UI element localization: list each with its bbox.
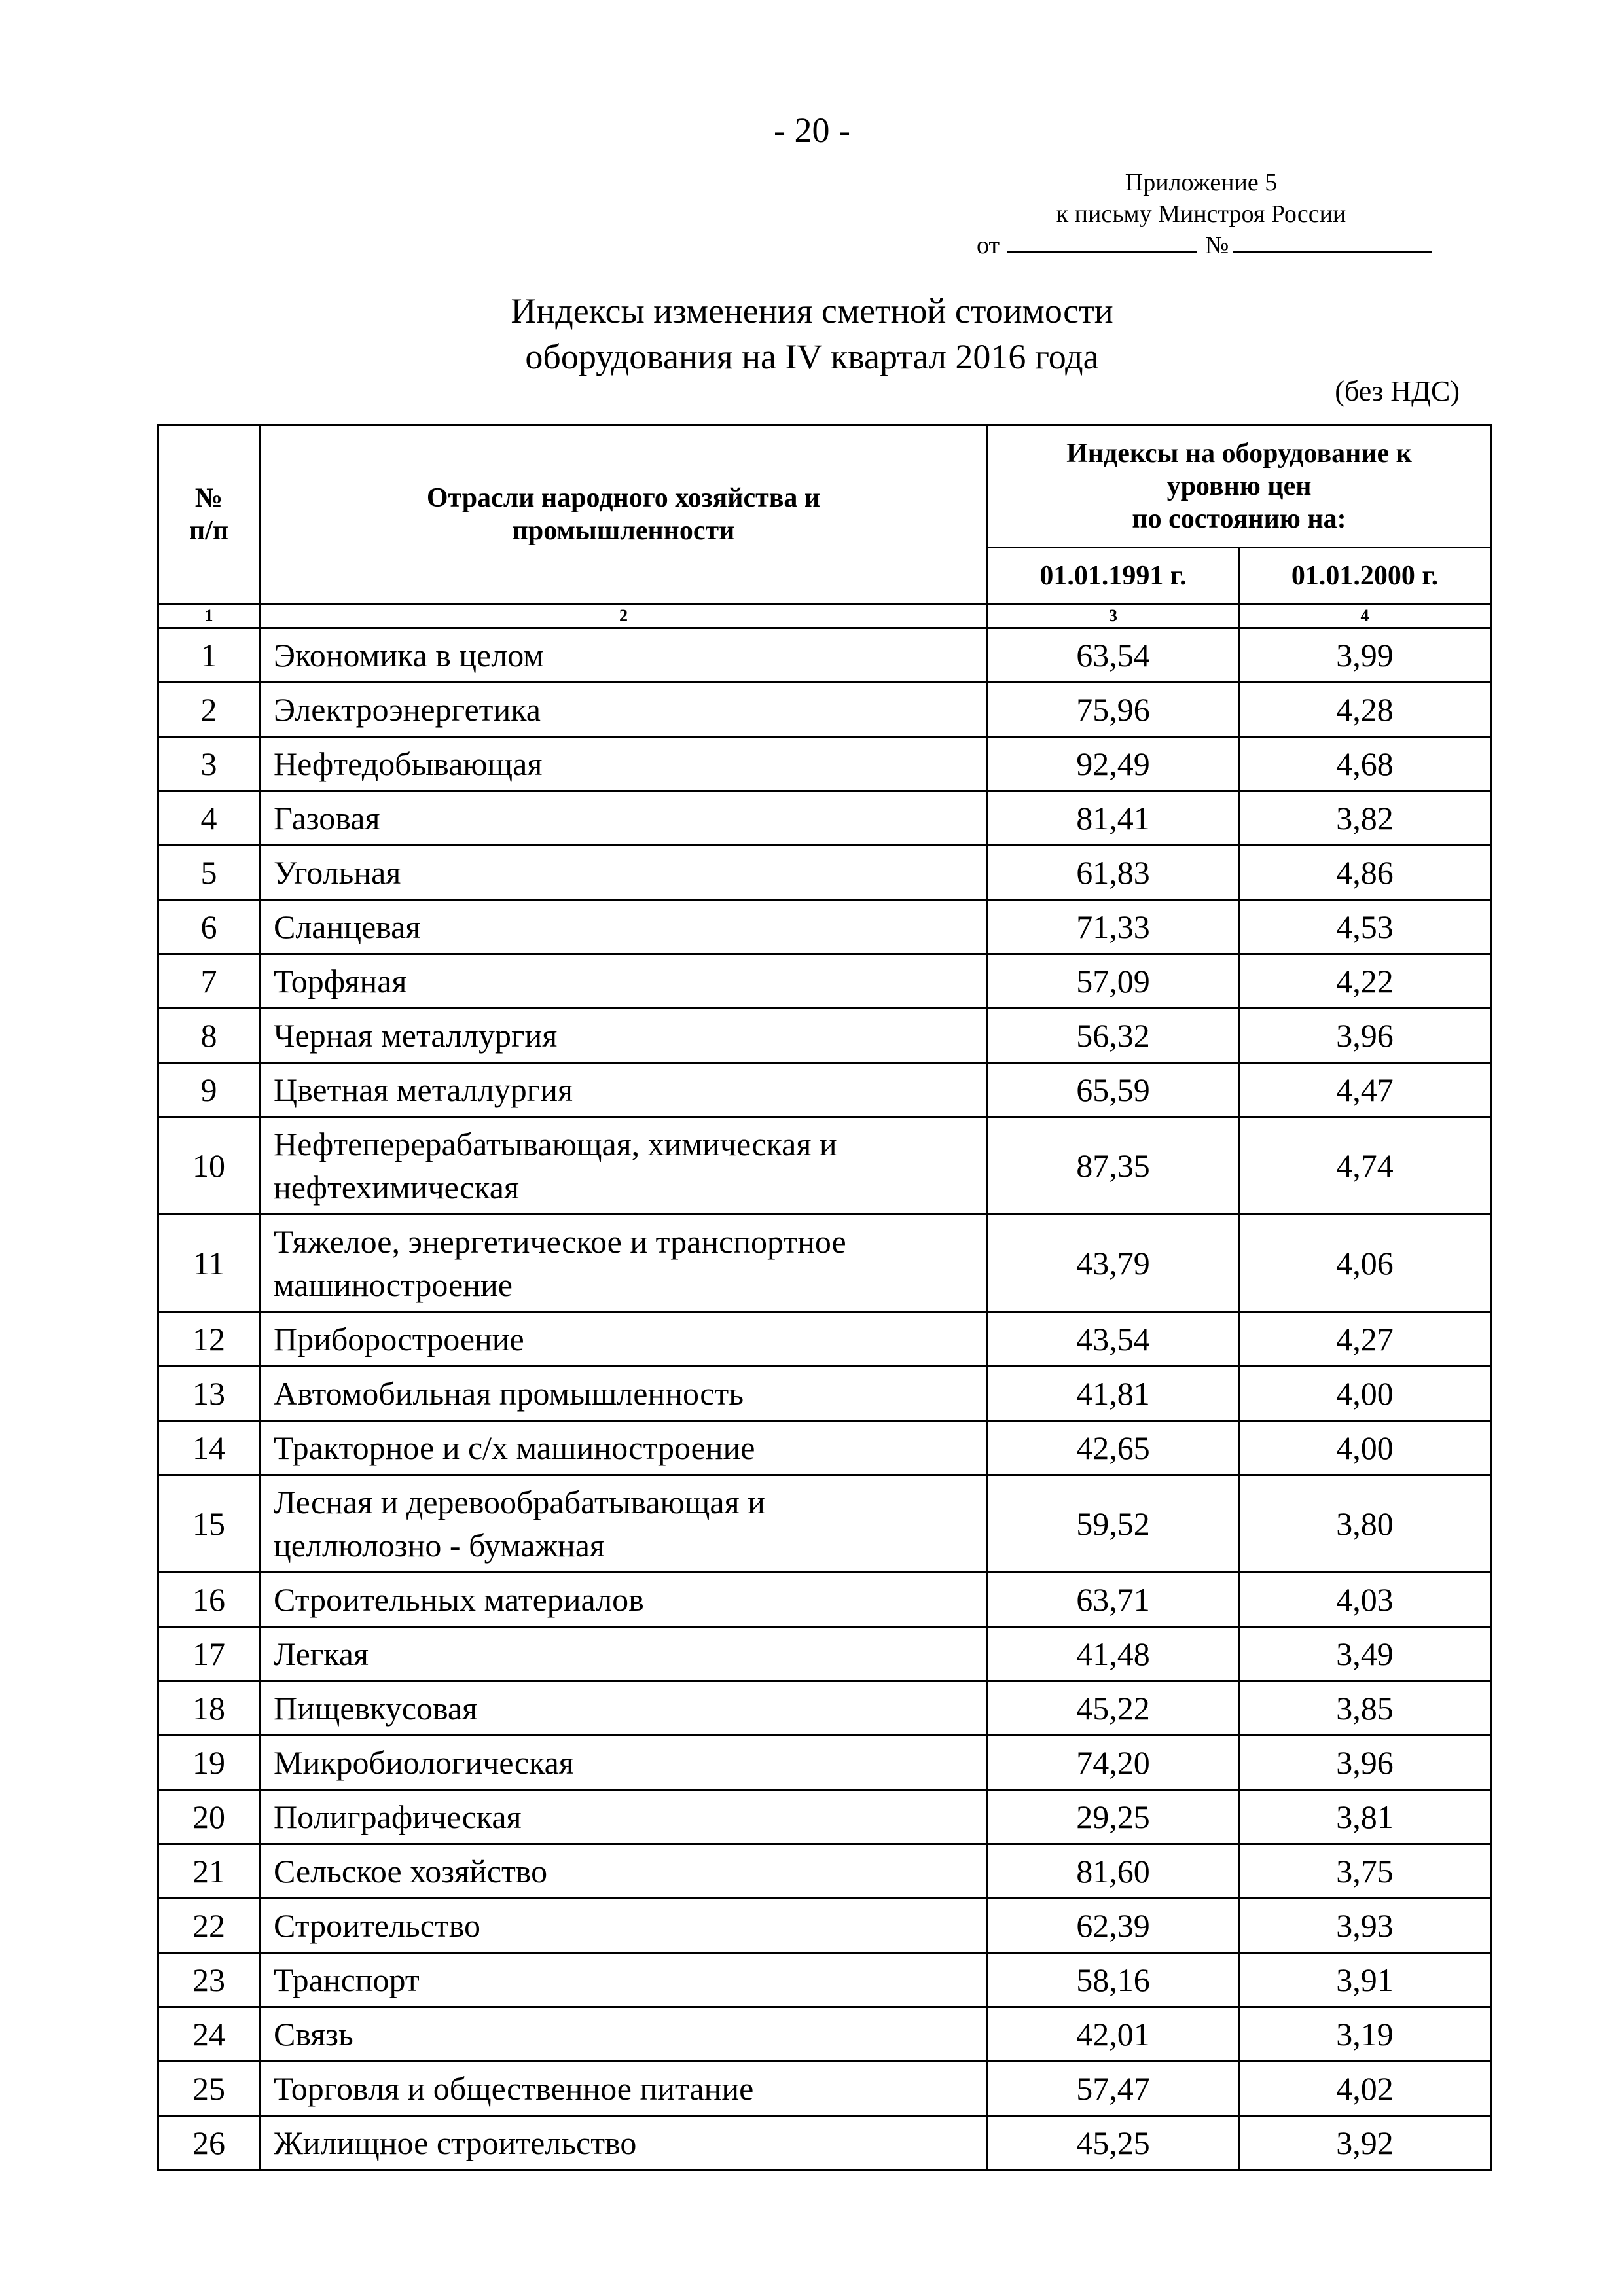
index-1991: 45,22	[988, 1681, 1239, 1736]
index-1991: 81,41	[988, 791, 1239, 846]
row-number: 13	[158, 1367, 260, 1421]
table-row	[158, 2116, 1491, 2170]
appendix-label: Приложение 5	[1125, 169, 1278, 196]
index-1991: 75,96	[988, 683, 1239, 737]
title-line-2: оборудования на IV квартал 2016 года	[525, 337, 1099, 376]
row-number: 3	[158, 737, 260, 791]
table-row	[158, 628, 1491, 683]
industry-name: Приборостроение	[260, 1312, 988, 1367]
header-indices-line-3: по состоянию на:	[1132, 504, 1346, 534]
column-number: 3	[988, 604, 1239, 628]
row-number: 6	[158, 900, 260, 954]
industry-name: Легкая	[260, 1627, 988, 1681]
column-number-row	[158, 604, 1491, 628]
industry-name	[260, 1215, 988, 1312]
index-1991: 63,54	[988, 628, 1239, 683]
table-row	[158, 1367, 1491, 1421]
index-2000: 4,68	[1239, 737, 1491, 791]
industry-name: Экономика в целом	[260, 628, 988, 683]
industry-name: Пищевкусовая	[260, 1681, 988, 1736]
header-industry	[260, 425, 988, 604]
number-blank	[1233, 229, 1432, 253]
date-blank	[1007, 229, 1197, 253]
industry-name: Жилищное строительство	[260, 2116, 988, 2170]
table-row	[158, 1421, 1491, 1475]
table-row	[158, 1063, 1491, 1117]
indices-table	[157, 424, 1492, 2171]
index-1991: 41,81	[988, 1367, 1239, 1421]
header-number-line-1: №	[194, 483, 223, 513]
index-1991: 43,54	[988, 1312, 1239, 1367]
index-2000: 3,49	[1239, 1627, 1491, 1681]
index-1991: 57,09	[988, 954, 1239, 1009]
table-row	[158, 1475, 1491, 1573]
row-number: 21	[158, 1844, 260, 1899]
industry-name: Электроэнергетика	[260, 683, 988, 737]
industry-name: Полиграфическая	[260, 1790, 988, 1844]
index-2000: 4,86	[1239, 846, 1491, 900]
header-date-1991: 01.01.1991 г.	[988, 548, 1239, 604]
table-row	[158, 1953, 1491, 2007]
index-1991: 63,71	[988, 1573, 1239, 1627]
row-number: 8	[158, 1009, 260, 1063]
row-number: 5	[158, 846, 260, 900]
index-2000: 4,27	[1239, 1312, 1491, 1367]
header-industry-line-2: промышленности	[512, 516, 735, 546]
index-2000: 3,92	[1239, 2116, 1491, 2170]
row-number: 18	[158, 1681, 260, 1736]
industry-name: Микробиологическая	[260, 1736, 988, 1790]
row-number: 10	[158, 1117, 260, 1215]
row-number: 12	[158, 1312, 260, 1367]
industry-name-line-1: Лесная и деревообрабатывающая и	[274, 1484, 765, 1520]
index-2000: 3,81	[1239, 1790, 1491, 1844]
table-row	[158, 900, 1491, 954]
index-1991: 45,25	[988, 2116, 1239, 2170]
index-2000: 3,96	[1239, 1009, 1491, 1063]
row-number: 26	[158, 2116, 260, 2170]
table-row	[158, 1681, 1491, 1736]
industry-name: Строительство	[260, 1899, 988, 1953]
index-1991: 41,48	[988, 1627, 1239, 1681]
row-number: 24	[158, 2007, 260, 2062]
index-1991: 81,60	[988, 1844, 1239, 1899]
index-2000: 4,74	[1239, 1117, 1491, 1215]
index-2000: 3,82	[1239, 791, 1491, 846]
table-row	[158, 1844, 1491, 1899]
row-number: 19	[158, 1736, 260, 1790]
index-2000: 3,75	[1239, 1844, 1491, 1899]
industry-name-line-2: целлюлозно - бумажная	[274, 1527, 605, 1564]
table-row	[158, 1790, 1491, 1844]
industry-name-line-2: машиностроение	[274, 1266, 513, 1303]
index-1991: 29,25	[988, 1790, 1239, 1844]
industry-name: Черная металлургия	[260, 1009, 988, 1063]
vat-note: (без НДС)	[1335, 375, 1460, 407]
table-row	[158, 1573, 1491, 1627]
index-1991: 56,32	[988, 1009, 1239, 1063]
table-row	[158, 846, 1491, 900]
index-2000: 3,93	[1239, 1899, 1491, 1953]
industry-name-line-1: Нефтеперерабатывающая, химическая и	[274, 1126, 837, 1162]
row-number: 15	[158, 1475, 260, 1573]
table-row	[158, 2062, 1491, 2116]
industry-name: Торговля и общественное питание	[260, 2062, 988, 2116]
index-1991: 61,83	[988, 846, 1239, 900]
table-row	[158, 737, 1491, 791]
row-number: 16	[158, 1573, 260, 1627]
row-number: 17	[158, 1627, 260, 1681]
table-row	[158, 683, 1491, 737]
industry-name: Строительных материалов	[260, 1573, 988, 1627]
table-row	[158, 1009, 1491, 1063]
industry-name: Торфяная	[260, 954, 988, 1009]
industry-name: Сельское хозяйство	[260, 1844, 988, 1899]
index-2000: 3,19	[1239, 2007, 1491, 2062]
row-number: 4	[158, 791, 260, 846]
table-row	[158, 1899, 1491, 1953]
letter-date-number-line	[977, 229, 1448, 259]
header-industry-line-1: Отрасли народного хозяйства и	[426, 483, 821, 513]
index-2000: 4,53	[1239, 900, 1491, 954]
table-row	[158, 1312, 1491, 1367]
industry-name-line-1: Тяжелое, энергетическое и транспортное	[274, 1223, 846, 1260]
index-1991: 87,35	[988, 1117, 1239, 1215]
row-number: 7	[158, 954, 260, 1009]
index-2000: 3,80	[1239, 1475, 1491, 1573]
row-number: 14	[158, 1421, 260, 1475]
header-number	[158, 425, 260, 604]
number-prefix: №	[1205, 232, 1229, 259]
table-row	[158, 954, 1491, 1009]
index-1991: 71,33	[988, 900, 1239, 954]
table-row	[158, 1736, 1491, 1790]
row-number: 23	[158, 1953, 260, 2007]
industry-name: Угольная	[260, 846, 988, 900]
header-indices-line-2: уровню цен	[1166, 471, 1312, 501]
industry-name: Нефтедобывающая	[260, 737, 988, 791]
page-number: - 20 -	[774, 111, 850, 150]
industry-name: Связь	[260, 2007, 988, 2062]
table-row	[158, 1215, 1491, 1312]
index-1991: 42,01	[988, 2007, 1239, 2062]
industry-name	[260, 1475, 988, 1573]
index-1991: 58,16	[988, 1953, 1239, 2007]
industry-name-line-2: нефтехимическая	[274, 1169, 519, 1206]
row-number: 1	[158, 628, 260, 683]
table-header-row	[158, 425, 1491, 548]
index-2000: 4,02	[1239, 2062, 1491, 2116]
header-number-line-2: п/п	[189, 516, 229, 546]
index-1991: 43,79	[988, 1215, 1239, 1312]
row-number: 22	[158, 1899, 260, 1953]
header-indices-line-1: Индексы на оборудование к	[1066, 439, 1412, 469]
index-2000: 4,22	[1239, 954, 1491, 1009]
column-number: 4	[1239, 604, 1491, 628]
table-row	[158, 1627, 1491, 1681]
index-1991: 65,59	[988, 1063, 1239, 1117]
header-date-2000: 01.01.2000 г.	[1239, 548, 1491, 604]
document-title	[0, 288, 1624, 380]
row-number: 25	[158, 2062, 260, 2116]
index-2000: 4,03	[1239, 1573, 1491, 1627]
row-number: 2	[158, 683, 260, 737]
row-number: 11	[158, 1215, 260, 1312]
index-2000: 4,06	[1239, 1215, 1491, 1312]
industry-name: Газовая	[260, 791, 988, 846]
index-2000: 3,91	[1239, 1953, 1491, 2007]
row-number: 20	[158, 1790, 260, 1844]
index-1991: 62,39	[988, 1899, 1239, 1953]
index-2000: 4,28	[1239, 683, 1491, 737]
from-prefix: от	[977, 232, 1000, 259]
column-number: 1	[158, 604, 260, 628]
industry-name	[260, 1117, 988, 1215]
header-indices	[988, 425, 1491, 548]
index-1991: 59,52	[988, 1475, 1239, 1573]
index-2000: 4,00	[1239, 1421, 1491, 1475]
row-number: 9	[158, 1063, 260, 1117]
appendix-letter-ref: к письму Минстроя России	[1056, 200, 1346, 228]
industry-name: Автомобильная промышленность	[260, 1367, 988, 1421]
index-2000: 3,99	[1239, 628, 1491, 683]
industry-name: Транспорт	[260, 1953, 988, 2007]
index-2000: 3,96	[1239, 1736, 1491, 1790]
index-2000: 3,85	[1239, 1681, 1491, 1736]
index-1991: 42,65	[988, 1421, 1239, 1475]
industry-name: Тракторное и с/х машиностроение	[260, 1421, 988, 1475]
table-row	[158, 791, 1491, 846]
table-row	[158, 1117, 1491, 1215]
index-2000: 4,00	[1239, 1367, 1491, 1421]
index-1991: 92,49	[988, 737, 1239, 791]
index-1991: 74,20	[988, 1736, 1239, 1790]
industry-name: Цветная металлургия	[260, 1063, 988, 1117]
title-line-1: Индексы изменения сметной стоимости	[511, 291, 1113, 331]
index-2000: 4,47	[1239, 1063, 1491, 1117]
industry-name: Сланцевая	[260, 900, 988, 954]
appendix-header	[975, 167, 1427, 230]
index-1991: 57,47	[988, 2062, 1239, 2116]
table-row	[158, 2007, 1491, 2062]
column-number: 2	[260, 604, 988, 628]
